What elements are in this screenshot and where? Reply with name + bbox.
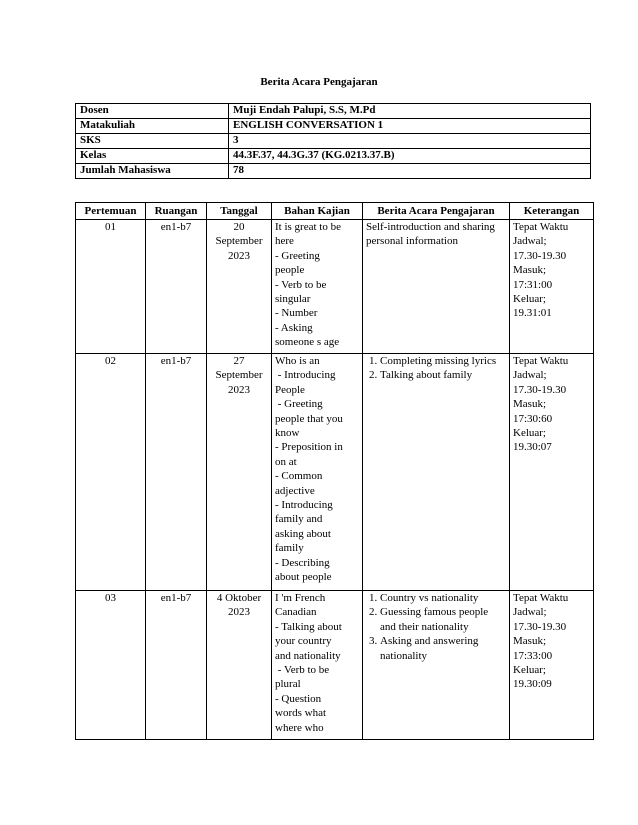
bahan-line: - Talking about xyxy=(275,620,342,633)
bahan-line: someone s age xyxy=(275,336,340,349)
bahan-line: - Common xyxy=(275,470,323,483)
bahan-line: where who xyxy=(275,721,324,734)
info-row xyxy=(76,149,591,164)
keterangan-line: Jadwal; xyxy=(513,606,547,619)
page-title: Berita Acara Pengajaran xyxy=(260,76,378,88)
bahan-kajian-cell xyxy=(272,354,363,591)
table-row xyxy=(76,591,594,740)
bahan-kajian-cell xyxy=(272,591,363,740)
tanggal-line: 4 Oktober xyxy=(216,592,262,604)
bahan-line: Canadian xyxy=(275,606,317,619)
keterangan-cell xyxy=(510,591,594,740)
column-header: Keterangan xyxy=(510,203,594,220)
berita-item: 2. Talking about family xyxy=(380,368,506,382)
info-value: 44.3F.37, 44.3G.37 (KG.0213.37.B) xyxy=(229,149,591,164)
bahan-line: singular xyxy=(275,293,311,306)
column-header: Berita Acara Pengajaran xyxy=(363,203,510,220)
ruangan-cell: en1-b7 xyxy=(146,354,207,591)
bahan-line: people that you xyxy=(275,412,343,425)
tanggal-line: 2023 xyxy=(228,606,250,619)
keterangan-line: Masuk; xyxy=(513,398,546,411)
bahan-line: know xyxy=(275,427,300,440)
bahan-line: your country xyxy=(275,635,332,648)
info-value: 78 xyxy=(229,164,591,179)
bahan-line: - Verb to be xyxy=(275,664,330,677)
tanggal-cell xyxy=(207,354,272,591)
keterangan-line: Keluar; xyxy=(513,427,546,440)
tanggal-cell xyxy=(207,591,272,740)
info-label: Dosen xyxy=(76,104,229,119)
bahan-line: - Preposition in xyxy=(275,441,343,454)
bahan-kajian-cell xyxy=(272,220,363,354)
bahan-line: It is great to be xyxy=(275,221,341,233)
bahan-line: I 'm French xyxy=(275,592,326,604)
bahan-line: - Asking xyxy=(275,321,313,334)
info-value: Muji Endah Palupi, S.S, M.Pd xyxy=(229,104,591,119)
pertemuan-cell: 02 xyxy=(76,354,146,591)
keterangan-line: Tepat Waktu xyxy=(513,221,569,233)
info-row xyxy=(76,104,591,119)
keterangan-line: 17.30-19.30 xyxy=(513,249,567,262)
keterangan-line: 17.30-19.30 xyxy=(513,620,567,633)
bahan-line: - Introducing xyxy=(275,369,336,382)
keterangan-line: Jadwal; xyxy=(513,369,547,382)
keterangan-line: 19.31:01 xyxy=(513,307,552,320)
tanggal-line: 20 xyxy=(233,221,245,233)
keterangan-line: Tepat Waktu xyxy=(513,355,569,367)
table-row xyxy=(76,354,594,591)
bahan-line: here xyxy=(275,235,294,248)
info-value: 3 xyxy=(229,134,591,149)
pertemuan-cell: 01 xyxy=(76,220,146,354)
bahan-line: - Verb to be xyxy=(275,278,327,291)
bahan-line: people xyxy=(275,264,305,277)
berita-item: 2. Guessing famous people and their nationality xyxy=(380,605,506,634)
info-row xyxy=(76,119,591,134)
keterangan-line: Keluar; xyxy=(513,293,546,306)
tanggal-line: 2023 xyxy=(228,249,250,262)
keterangan-line: 17.30-19.30 xyxy=(513,383,567,396)
bahan-line: asking about xyxy=(275,527,331,540)
column-header: Ruangan xyxy=(146,203,207,220)
bahan-line: about people xyxy=(275,571,332,584)
berita-list xyxy=(366,354,506,383)
bahan-line: on at xyxy=(275,455,297,468)
ruangan-cell: en1-b7 xyxy=(146,220,207,354)
info-label: Jumlah Mahasiswa xyxy=(76,164,229,179)
keterangan-line: 19.30:07 xyxy=(513,441,552,454)
lecture-info-table xyxy=(75,103,591,179)
keterangan-line: 17:33:00 xyxy=(513,649,553,662)
bahan-line: words what xyxy=(275,707,327,720)
info-label: Kelas xyxy=(76,149,229,164)
keterangan-line: Masuk; xyxy=(513,635,546,648)
berita-acara-cell xyxy=(363,354,510,591)
info-value: ENGLISH CONVERSATION 1 xyxy=(229,119,591,134)
bahan-line: - Question xyxy=(275,692,322,705)
info-row xyxy=(76,164,591,179)
bahan-line: adjective xyxy=(275,484,315,497)
pertemuan-cell: 03 xyxy=(76,591,146,740)
bahan-line: - Greeting xyxy=(275,398,323,411)
keterangan-line: Keluar; xyxy=(513,664,546,677)
keterangan-line: Jadwal; xyxy=(513,235,547,248)
bahan-line: People xyxy=(275,383,305,396)
column-header: Tanggal xyxy=(207,203,272,220)
berita-acara-cell xyxy=(363,220,510,354)
bahan-line: family xyxy=(275,542,304,555)
keterangan-line: 19.30:09 xyxy=(513,678,552,691)
tanggal-line: 27 xyxy=(233,355,245,367)
teaching-log-table xyxy=(75,202,594,740)
tanggal-cell xyxy=(207,220,272,354)
column-header: Pertemuan xyxy=(76,203,146,220)
berita-list xyxy=(366,591,506,663)
berita-item: 1. Country vs nationality xyxy=(380,591,506,605)
keterangan-cell xyxy=(510,220,594,354)
bahan-line: plural xyxy=(275,678,301,691)
bahan-line: family and xyxy=(275,513,323,526)
berita-item: 1. Completing missing lyrics xyxy=(380,354,506,368)
tanggal-line: September xyxy=(215,235,263,248)
keterangan-line: Masuk; xyxy=(513,264,546,277)
column-header: Bahan Kajian xyxy=(272,203,363,220)
bahan-line: Who is an xyxy=(275,355,320,367)
keterangan-cell xyxy=(510,354,594,591)
table-row xyxy=(76,220,594,354)
berita-item: 3. Asking and answering nationality xyxy=(380,634,506,663)
info-label: SKS xyxy=(76,134,229,149)
berita-text: Self-introduction and sharing personal information xyxy=(366,221,495,248)
bahan-line: - Introducing xyxy=(275,499,333,512)
table-header-row xyxy=(76,203,594,220)
tanggal-line: September xyxy=(215,369,263,382)
tanggal-line: 2023 xyxy=(228,383,250,396)
bahan-line: - Describing xyxy=(275,556,330,569)
info-label: Matakuliah xyxy=(76,119,229,134)
keterangan-line: 17:31:00 xyxy=(513,278,553,291)
bahan-line: and nationality xyxy=(275,649,341,662)
berita-acara-cell xyxy=(363,591,510,740)
info-row xyxy=(76,134,591,149)
bahan-line: - Greeting xyxy=(275,249,320,262)
keterangan-line: 17:30:60 xyxy=(513,412,553,425)
keterangan-line: Tepat Waktu xyxy=(513,592,569,604)
ruangan-cell: en1-b7 xyxy=(146,591,207,740)
bahan-line: - Number xyxy=(275,307,318,320)
